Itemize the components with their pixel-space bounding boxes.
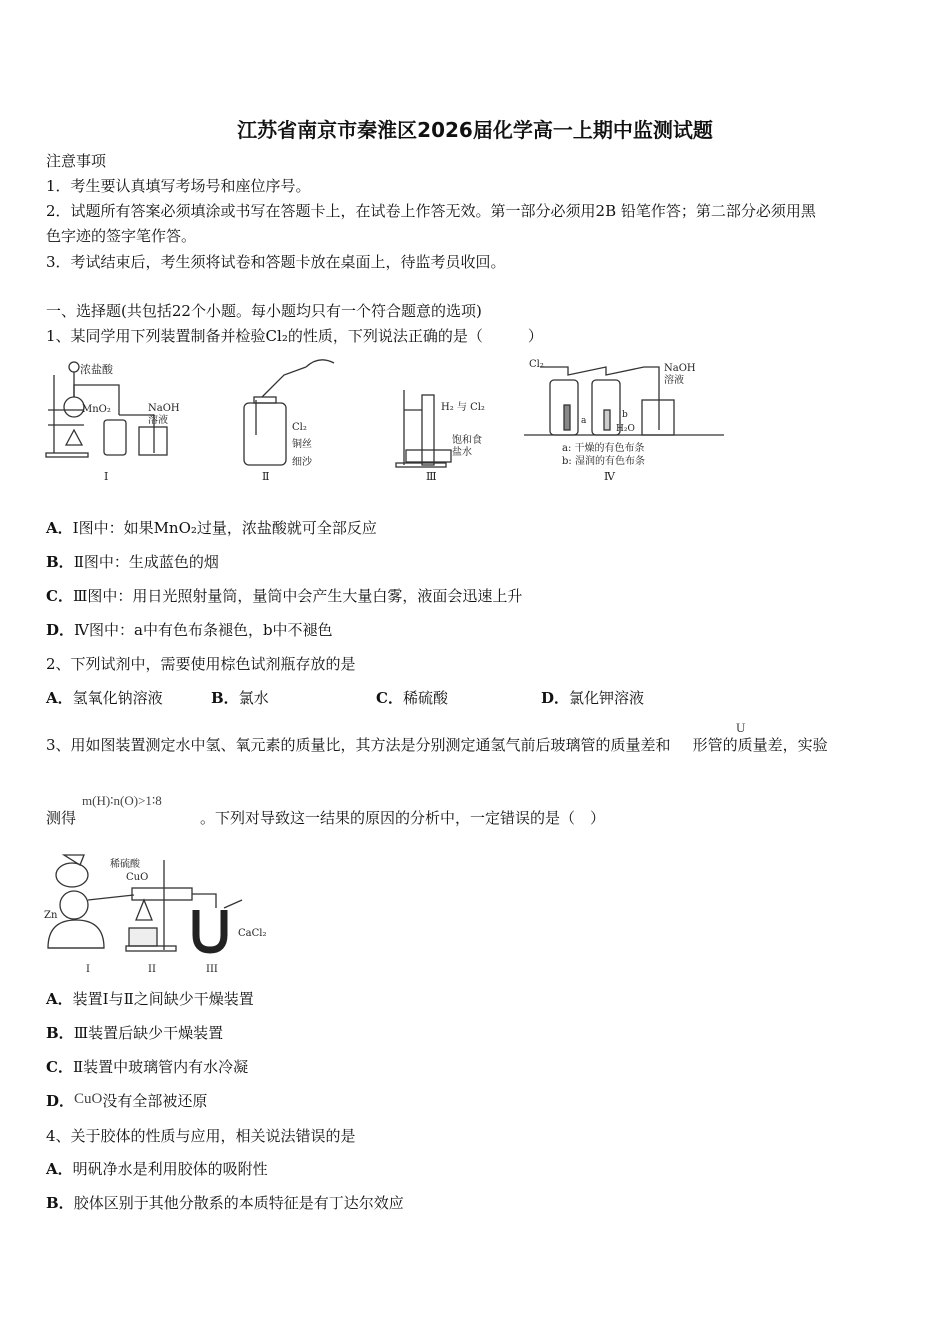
apparatus-I — [46, 362, 180, 483]
label-h2-cl2: H₂ 与 Cl₂ — [441, 402, 485, 413]
notice-item: 1．考生要认真填写考场号和座位序号。 — [46, 177, 311, 195]
option-text: 氯化钾溶液 — [569, 689, 645, 707]
q2-option-a — [46, 688, 211, 708]
option-text: 装置Ⅰ与Ⅱ之间缺少干燥装置 — [72, 990, 254, 1008]
q2-option-d — [541, 688, 644, 708]
notice-item: 3．考试结束后，考生须将试卷和答题卡放在桌面上，待监考员收回。 — [46, 253, 506, 271]
page-title: 江苏省南京市秦淮区2026届化学高一上期中监测试题 — [237, 118, 713, 142]
q1-apparatus-figure — [44, 355, 724, 490]
label-naoh: NaOH — [664, 363, 696, 374]
option-key: B． — [46, 1194, 74, 1212]
figure-label-IV: Ⅳ — [604, 470, 615, 483]
option-key: C． — [46, 1058, 73, 1076]
option-text: 氯水 — [238, 689, 269, 707]
q1-option-c — [46, 586, 522, 606]
question-3-stem-cont — [46, 808, 605, 828]
option-text: Ⅲ装置后缺少干燥装置 — [73, 1024, 224, 1042]
label-water: H₂O — [616, 424, 635, 434]
option-key: B． — [46, 1024, 74, 1042]
label-sand: 细沙 — [292, 457, 312, 468]
q1-option-a — [46, 518, 377, 538]
option-text: 胶体区别于其他分散系的本质特征是有丁达尔效应 — [73, 1194, 404, 1212]
stem-text: 形管的质量差，实验 — [692, 736, 828, 754]
option-key: A． — [46, 689, 73, 707]
apparatus-III — [396, 390, 485, 483]
u-tube-symbol: U — [736, 720, 746, 735]
option-key: D． — [46, 1092, 75, 1110]
option-text: Ⅱ图中：生成蓝色的烟 — [73, 553, 219, 571]
section-heading: 一、选择题(共包括22个小题。每小题均只有一个符合题意的选项) — [46, 302, 482, 320]
note-a: a: 干燥的有色布条 — [562, 443, 645, 454]
q3-option-a — [46, 989, 254, 1009]
label-copper-wire: 铜丝 — [292, 439, 312, 450]
label-mno2: MnO₂ — [82, 404, 111, 415]
figure-label-III: Ⅲ — [426, 470, 437, 483]
notice-item: 色字迹的签字笔作答。 — [46, 227, 197, 245]
stem-text: 测得 — [46, 809, 77, 827]
apparatus-II — [244, 360, 334, 483]
option-key: C． — [46, 587, 73, 605]
label-solution: 溶液 — [148, 415, 168, 426]
q2-option-c — [376, 688, 541, 708]
q4-option-b — [46, 1193, 404, 1213]
label-cl2: Cl₂ — [292, 422, 307, 433]
label-a: a — [581, 416, 587, 426]
label-dilute-acid: 稀硫酸 — [110, 859, 140, 870]
label-cl2-inlet: Cl₂ — [529, 359, 544, 370]
label-brine: 饱和食 — [452, 435, 482, 446]
option-key: B． — [211, 689, 239, 707]
label-cacl2: CaCl₂ — [238, 928, 267, 939]
q4-option-a — [46, 1159, 268, 1179]
option-key: A． — [46, 519, 73, 537]
option-text: Ⅰ图中：如果MnO₂过量，浓盐酸就可全部反应 — [72, 519, 377, 537]
figure-label-III: III — [206, 964, 218, 975]
q3-option-d — [46, 1091, 207, 1112]
option-text: Ⅲ图中：用日光照射量筒，量筒中会产生大量白雾，液面会迅速上升 — [72, 587, 523, 605]
figure-label-II: II — [148, 964, 156, 975]
notice-heading: 注意事项 — [46, 152, 107, 170]
label-cuo: CuO — [126, 872, 149, 883]
apparatus-IV — [524, 359, 724, 483]
label-naoh: NaOH — [148, 403, 180, 414]
question-1-stem: 1、某同学用下列装置制备并检验Cl₂的性质，下列说法正确的是（ ） — [46, 327, 543, 345]
figure-label-I: I — [86, 964, 90, 975]
cuo-formula: CuO — [74, 1091, 103, 1107]
question-2-stem: 2、下列试剂中，需要使用棕色试剂瓶存放的是 — [46, 655, 356, 673]
label-b: b — [622, 410, 628, 420]
q3-option-b — [46, 1023, 223, 1043]
question-3-stem — [46, 735, 828, 755]
option-text: Ⅱ装置中玻璃管内有水冷凝 — [72, 1058, 249, 1076]
label-brine-2: 盐水 — [452, 447, 472, 458]
q1-option-b — [46, 552, 219, 572]
q1-option-d — [46, 620, 333, 640]
option-text: 没有全部被还原 — [102, 1092, 208, 1110]
q3-option-c — [46, 1057, 248, 1077]
option-key: A． — [46, 990, 73, 1008]
option-text: 氢氧化钠溶液 — [72, 689, 163, 707]
option-key: D． — [46, 621, 75, 639]
note-b: b: 湿润的有色布条 — [562, 456, 645, 467]
question-4-stem: 4、关于胶体的性质与应用，相关说法错误的是 — [46, 1127, 356, 1145]
mass-ratio-formula: m(H)∶n(O)>1∶8 — [82, 793, 162, 808]
option-key: C． — [376, 689, 403, 707]
figure-label-II: Ⅱ — [262, 470, 270, 483]
option-key: A． — [46, 1160, 73, 1178]
option-key: B． — [46, 553, 74, 571]
label-solution: 溶液 — [664, 375, 684, 386]
stem-text: 。下列对导致这一结果的原因的分析中，一定错误的是（ ） — [200, 809, 606, 827]
q2-option-b — [211, 688, 376, 708]
q3-apparatus-figure — [44, 850, 284, 980]
label-hcl: 浓盐酸 — [80, 363, 113, 376]
q2-options — [46, 688, 644, 708]
stem-text: 3、用如图装置测定水中氢、氧元素的质量比，其方法是分别测定通氢气前后玻璃管的质量差和 — [46, 736, 671, 754]
option-text: 明矾净水是利用胶体的吸附性 — [72, 1160, 268, 1178]
option-text: 稀硫酸 — [402, 689, 448, 707]
label-zn: Zn — [44, 910, 58, 921]
option-key: D． — [541, 689, 570, 707]
notice-item: 2．试题所有答案必须填涂或书写在答题卡上，在试卷上作答无效。第一部分必须用2B 铅笔作答；第二部分必须用黑 — [46, 202, 816, 220]
figure-label-I: Ⅰ — [104, 470, 109, 483]
option-text: Ⅳ图中：a中有色布条褪色，b中不褪色 — [74, 621, 333, 639]
